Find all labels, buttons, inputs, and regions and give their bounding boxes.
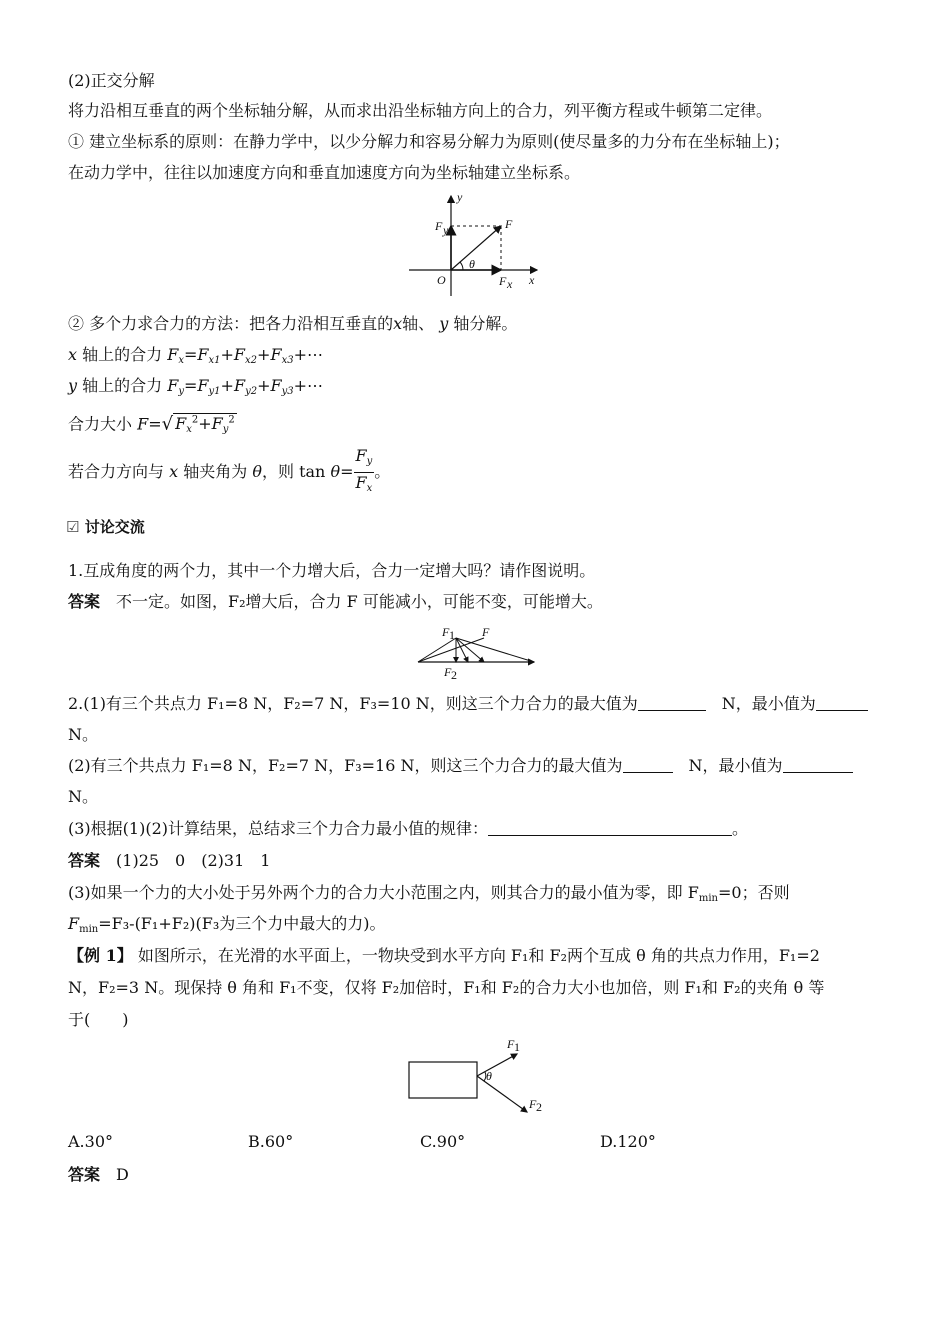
svg-text:2: 2 — [451, 668, 457, 682]
option-a[interactable]: A.30° — [68, 1132, 113, 1151]
svg-text:F: F — [529, 1097, 537, 1111]
answer-2: 答案 (1)25 0 (2)31 1 — [68, 851, 271, 870]
edit-icon: ☑ — [66, 518, 80, 536]
example-answer: 答案 D — [68, 1165, 129, 1184]
angle-formula: 若合力方向与 x 轴夹角为 θ，则 tan θ= $\frac{F_y}{F_x}$ 。 — [68, 446, 391, 494]
answer-blank[interactable] — [816, 694, 868, 711]
question-2-2: (2)有三个共点力 F₁=8 N，F₂=7 N，F₃=16 N，则这三个力合力的最大值为 N，最小值为 — [68, 755, 853, 777]
decomposition-figure — [405, 190, 565, 300]
svg-text:x: x — [507, 277, 513, 291]
question-2-3: (3)根据(1)(2)计算结果，总结求三个力合力最小值的规律： 。 — [68, 819, 749, 838]
answer-2-3a: (3)如果一个力的大小处于另外两个力的合力大小范围之内，则其合力的最小值为零，即 $F_{min}=0$；否则 — [68, 883, 790, 904]
intro-text: 将力沿相互垂直的两个坐标轴分解，从而求出沿坐标轴方向上的合力，列平衡方程或牛顿第二定律。 — [68, 101, 773, 120]
question-2-1: 2.(1)有三个共点力 F₁=8 N，F₂=7 N，F₃=10 N，则这三个力合力的最大值为 N，最小值为 — [68, 693, 868, 715]
svg-text:F: F — [507, 1037, 515, 1051]
block-forces-figure — [405, 1036, 555, 1126]
origin-label: O — [437, 273, 446, 287]
answer-1: 答案 不一定。如图，F₂增大后，合力 F 可能减小，可能不变，可能增大。 — [68, 592, 603, 611]
fy-label: F — [435, 219, 443, 233]
answer-2-3b: $F_{min}=F_3-(F_1+F_2)(F_3$为三个力中最大的力)。 — [68, 914, 386, 935]
question-1: 1.互成角度的两个力，其中一个力增大后，合力一定增大吗？请作图说明。 — [68, 561, 596, 580]
answer-blank[interactable] — [623, 756, 673, 773]
block — [409, 1062, 477, 1098]
option-d[interactable]: D.120° — [600, 1132, 656, 1151]
example-text-a: 【例 1】 如图所示，在光滑的水平面上，一物块受到水平方向 F₁和 F₂两个互成 θ 角的共点力作用，F₁=2 — [68, 946, 820, 965]
x-axis-label: x — [529, 273, 535, 287]
magnitude-formula: 合力大小 F=√ $F_x^2+F_y^2$ — [68, 413, 235, 436]
question-2-1-unit: N。 — [68, 725, 99, 744]
answer-blank[interactable] — [638, 694, 706, 711]
option-c[interactable]: C.90° — [420, 1132, 466, 1151]
fx-label: F — [499, 274, 507, 288]
question-2-2-unit: N。 — [68, 787, 99, 806]
answer-blank[interactable] — [488, 819, 732, 836]
fx-formula: x 轴上的合力 $F_x=F_{x1}+F_{x2}+F_{x3}+\cdots$ — [68, 345, 323, 366]
theta-label: θ — [469, 257, 475, 271]
y-axis-label: y — [457, 190, 463, 204]
svg-text:1: 1 — [449, 628, 455, 642]
force-addition-figure — [412, 624, 542, 682]
option-b[interactable]: B.60° — [248, 1132, 294, 1151]
svg-text:F: F — [482, 625, 490, 639]
discussion-heading: ☑ 讨论交流 — [66, 518, 145, 536]
section-title: (2)正交分解 — [68, 71, 155, 90]
svg-text:y: y — [443, 223, 449, 237]
svg-text:2: 2 — [536, 1100, 542, 1114]
answer-blank[interactable] — [783, 756, 853, 773]
svg-text:1: 1 — [514, 1040, 520, 1054]
principle-text-a: ① 建立坐标系的原则：在静力学中，以少分解力和容易分解力为原则(使尽量多的力分布在坐标轴上)； — [68, 132, 790, 151]
principle-text-b: 在动力学中，往往以加速度方向和垂直加速度方向为坐标轴建立坐标系。 — [68, 163, 581, 182]
svg-text:θ: θ — [486, 1069, 492, 1083]
example-text-c: 于( ) — [68, 1010, 129, 1029]
svg-text:F: F — [444, 665, 452, 679]
method-text: ② 多个力求合力的方法：把各力沿相互垂直的x轴、 y 轴分解。 — [68, 314, 518, 333]
fy-formula: y 轴上的合力 $F_y=F_{y1}+F_{y2}+F_{y3}+\cdots$ — [68, 376, 324, 397]
svg-text:F: F — [442, 625, 450, 639]
force-label: F — [505, 217, 513, 231]
example-text-b: N，F₂=3 N。现保持 θ 角和 F₁不变，仅将 F₂加倍时，F₁和 F₂的合力大小也加倍，则 F₁和 F₂的夹角 θ 等 — [68, 978, 825, 997]
force-vector — [451, 226, 501, 270]
